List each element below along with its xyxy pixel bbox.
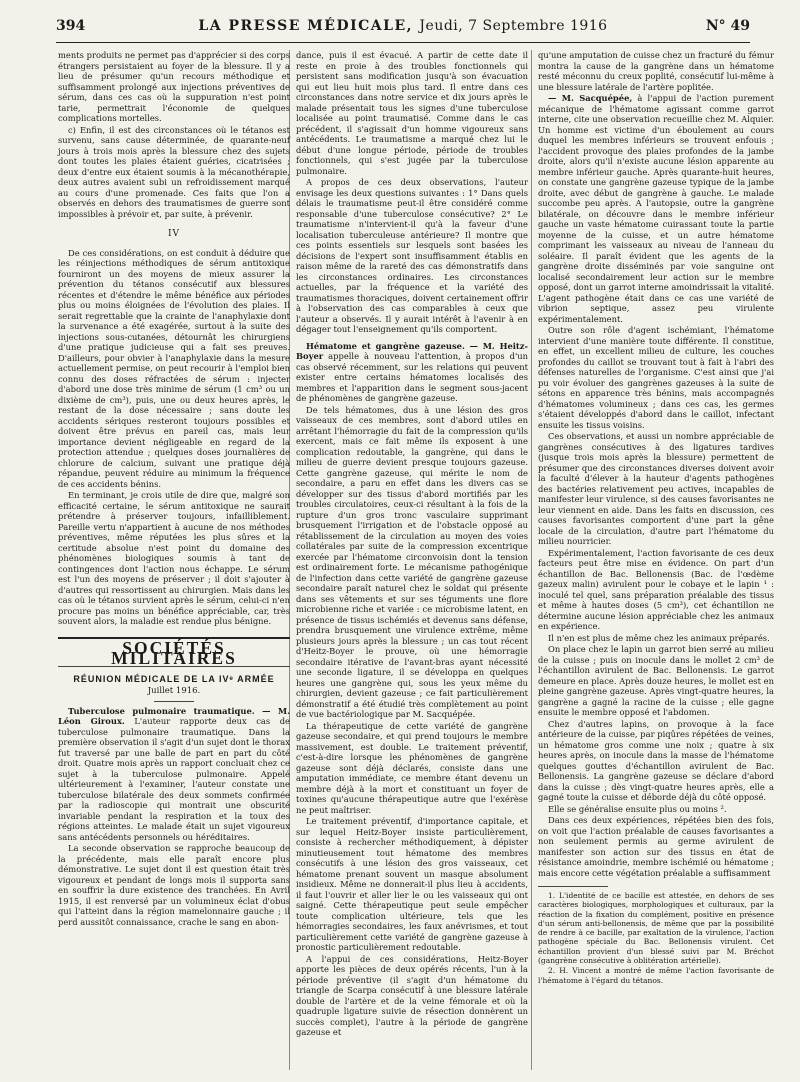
paragraph: ments produits ne permet pas d'apprécier si des corps étrangers persistaient au foyer de la blessure. Il y a lieu de présumer qu'un recours méthodique et suffisamment prolongé aux injections préventives de sérum, dans ces cas où la suppuration n'est point tarie, permettrait l'économie de quelques complications mortelles. <box>58 50 290 123</box>
meeting-heading: RÉUNION MÉDICALE DE LA IVᵉ ARMÉE <box>73 673 275 684</box>
paragraph: De tels hématomes, dus à une lésion des gros vaisseaux de ces membres, sont d'abord utiles en arrêtant l'hémorragie du fait de la compression qu'ils exercent, mais ce fait même ils exposent à une complication redoutable, la gangrène, qui dans le milieu de guerre devient presque toujours gazeuse. Cette gangrène gazeuse, qui mérite le nom de secondaire, a paru en effet dans les divers cas se développer sur des tissus d'abord mortifiés par les troubles circulatoires, ceux-ci résultant à la fois de la rupture d'un gros tronc vasculaire supprimant brusquement l'irrigation et de l'obstacle opposé au rétablissement de la circulation au moyen des voies collatérales par suite de la compression excentrique exercée par l'hématome circonvoisin dont la tension est ordinairement forte. Le mécanisme pathogénique de l'infection dans cette variété de gangrène gazeuse secondaire paraît naturel chez le soldat qui présente dans ses vêtements et sur ses téguments une flore microbienne riche et variée : ce microbisme latent, en présence de tissus ischémiés et devenus sans défense, prendra brusquement une virulence extrême, même plusieurs jours après la blessure ; un cas tout récent d'Heitz-Boyer le prouve, où une hémorragie secondaire itérative de l'avant-bras ayant nécessité une seconde ligature, il se développa en quelques heures une gangrène qui, sous les yeux même du chirurgien, devient gazeuse ; ce fait particulièrement démonstratif a été étudié très complètement au point de vue bactériologique par M. Sacquépée. <box>296 404 528 719</box>
paragraph: Le traitement préventif, d'importance capitale, et sur lequel Heitz-Boyer insiste particulièrement, consiste à rechercher méthodiquement, à dépister minutieusement tout hématome des membres consécutifs à une lésion des gros vaisseaux, cet hématome prenant souvent un masque absolument insidieux. Même ne donnerait-il plus lieu à accidents, il faut l'ouvrir et aller lier le ou les vaisseaux qui ont saigné. Cette thérapeutique peut seule empêcher toute complication ultérieure, tels que les hémorragies secondaires, les faux anévrismes, et tout particulièrement cette variété de gangrène gazeuse à pronostic particulièrement redoutable. <box>296 816 528 952</box>
column-divider <box>531 50 532 1070</box>
article-heading: Tuberculose pulmonaire traumatique. — M. Léon Giroux. <box>58 705 290 726</box>
column-3 <box>538 50 774 986</box>
column-2 <box>296 50 528 1039</box>
issue-date: Jeudi, 7 Septembre 1916 <box>419 18 608 34</box>
paragraph: A l'appui de ces considérations, Heitz-Boyer apporte les pièces de deux opérés récents, l'un à la période préventive (il s'agit d'un hématome du triangle de Scarpa consécutif à une blessure latérale double de l'artère et de la veine fémorale et où la quadruple ligature suivie de résection donnèrent un succès complet), l'autre à la période de gangrène gazeuse et <box>296 953 528 1037</box>
paragraph: Elle se généralise ensuite plus ou moins ². <box>548 803 727 814</box>
section-title: SOCIÉTÉS MILITAIRES <box>58 637 290 667</box>
paragraph: qu'une amputation de cuisse chez un fracturé du fémur montra la cause de la gangrène dans un hématome resté méconnu du creux poplité, consécutif lui-même à une blessure latérale de l'artère poplitée. <box>538 50 774 92</box>
paragraph: dance, puis il est évacué. A partir de cette date il reste en proie à des troubles fonctionnels qui persistent sans modification jusqu'à son évacuation qui eut lieu huit mois plus tard. Il entre dans ces circonstances dans notre service et dix jours après le malade présentait tous les signes d'une tuberculose localisée au point traumatisé. Comme dans le cas précédent, il s'agissait d'un homme vigoureux sans antécédents. Le traumatisme a marqué chez lui le début d'une longue période, période de troubles fonctionnels, qui s'est jugée par la tuberculose pulmonaire. <box>296 50 528 176</box>
divider <box>154 701 194 702</box>
paragraph <box>58 706 290 843</box>
paragraph: La seconde observation se rapproche beaucoup de la précédente, mais elle paraît encore plus démonstrative. Le sujet dont il est question était très vigoureux et pendant de longs mois il supporta sans en souffrir la dure existence des tranchées. En Avril 1915, il est renversé par un volumineux éclat d'obus qui l'atteint dans la région mamelonnaire gauche ; il perd aussitôt connaissance, crache le sang en abon- <box>58 843 290 927</box>
paragraph: Expérimentalement, l'action favorisante de ces deux facteurs peut être mise en évidence. On part d'un échantillon de Bac. Bellonensis (Bac. de l'œdème gazeux malin) avirulent pour le cobaye et le lapin ¹ : inoculé tel quel, sans préparation préalable des tissus et même à hautes doses (5 cm³), cet échantillon ne détermine aucune lésion appréciable chez les animaux en expérience. <box>538 547 774 631</box>
section-number: IV <box>167 229 181 239</box>
article-heading: — M. Sacquépée, <box>548 93 633 103</box>
column-1 <box>58 50 290 928</box>
paragraph: Ces observations, et aussi un nombre appréciable de gangrènes consécutives à des ligatures tardives (jusque trois mois après la blessure) permettent de présumer que des circonstances diverses doivent avoir la faculté d'élever à la hauteur d'agents pathogènes des bactéries relativement peu actives, incapables de manifester leur virulence, si des causes favorisantes ne leur viennent en aide. Dans les faits en discussion, ces causes favorisantes comportent d'une part la gêne locale de la circulation, d'autre part l'hématome du milieu nourricier. <box>538 431 774 546</box>
footnote: 2. H. Vincent a montré de même l'action favorisante de l'hématome à l'égard du tétanos. <box>538 966 774 985</box>
paragraph: Dans ces deux expériences, répétées bien des fois, on voit que l'action préalable de causes favorisantes a non seulement permis au germe avirulent de manifester son action sur des tissus en état de résistance amoindrie, membre ischémié ou hématome ; mais encore cette végétation préalable a suffisamment <box>538 815 774 878</box>
page-number: 394 <box>56 18 86 34</box>
page-header <box>56 14 750 44</box>
meeting-date: Juillet 1916. <box>147 686 201 696</box>
article-text: appelle à nouveau l'attention, à propos d'un cas observé récemment, sur les relations qui peuvent exister entre certains hématomes localisés des membres et l'apparition dans le segment sous-jacent de phénomènes de gangrène gazeuse. <box>296 351 528 403</box>
article-heading: Hématome et gangrène gazeuse. — M. Heitz-Boyer <box>296 340 528 361</box>
paragraph: A propos de ces deux observations, l'auteur envisage les deux questions suivantes : 1° Dans quels délais le traumatisme peut-il être considéré comme responsable d'une tuberculose consécutive? 2° Le traumatisme n'intervient-il qu'à la faveur d'une localisation tuberculeuse antérieure? Il montre que ces points essentiels sur lesquels sont basées les décisions de l'expert sont insuffisamment établis en raison même de la rareté des cas démonstratifs dans les circonstances ordinaires. Les circonstances actuelles, par la fréquence et la variété des traumatismes thoraciques, doivent certainement offrir à l'observation des cas comparables à ceux que l'auteur a observés. Il y aurait intérêt à l'avenir à en dégager tout l'enseignement qu'ils comportent. <box>296 177 528 334</box>
paragraph <box>296 341 528 404</box>
paragraph <box>538 93 774 324</box>
footnote-rule <box>538 886 608 887</box>
journal-masthead <box>56 18 750 34</box>
article-text: L'auteur rapporte deux cas de tuberculose pulmonaire traumatique. Dans la première observation il s'agit d'un sujet dont le thorax fut traversé par une balle de part en part du côté droit. Quatre mois après un rapport concluait chez ce sujet à la tuberculose pulmonaire. Appelé ultérieurement à l'examiner, l'auteur constate une tuberculose bilatérale des deux sommets confirmée par la radioscopie qui montrait une obscurité invariable pendant la respiration et la toux des régions atteintes. Le malade était un sujet vigoureux sans antécédents personnels ou héréditaires. <box>58 716 290 842</box>
paragraph: Il n'en est plus de même chez les animaux préparés. <box>548 632 770 643</box>
paragraph: Chez d'autres lapins, on provoque à la face antérieure de la cuisse, par piqûres répétées de veines, un hématome gros comme une noix ; quatre à six heures après, on inocule dans la masse de l'hématome quelques gouttes d'échantillon avirulent de Bac. Bellonensis. La gangrène gazeuse se déclare d'abord dans la cuisse ; dès vingt-quatre heures après, elle a gagné toute la cuisse et déborde déjà du côté opposé. <box>538 718 774 802</box>
paragraph: Outre son rôle d'agent ischémiant, l'hématome intervient d'une manière toute différente. Il constitue, en effet, un excellent milieu de culture, les couches profondes du caillot se trouvant tout à fait à l'abri des défenses naturelles de l'organisme. C'est ainsi que j'ai pu voir évoluer des gangrènes gazeuses à la suite de sétons en apparence très bénins, mais accompagnés d'hématomes volumineux ; dans ces cas, les germes s'étaient développés d'abord dans le caillot, infectant ensuite les tissus voisins. <box>538 325 774 430</box>
footnote: 1. L'identité de ce bacille est attestée, en dehors de ses caractères biologiques, morphologiques et culturaux, par la réaction de la fixation du complément, positive en présence d'un sérum anti-bellonensis, de même que par la possibilité de rendre à ce bacille, par exaltation de la virulence, l'action pathogène spéciale du Bac. Bellonensis virulent. Cet échantillon provient d'un blessé suivi par M. Bréchot (gangrène consécutive à oblitération artérielle). <box>538 891 774 966</box>
journal-title: LA PRESSE MÉDICALE, <box>198 18 414 34</box>
paragraph: La thérapeutique de cette variété de gangrène gazeuse secondaire, et qui prend toujours le membre massivement, est double. Le traitement préventif, c'est-à-dire lorsque les phénomènes de gangrène gazeuse sont déjà déclarés, consiste dans une amputation immédiate, ce membre étant devenu un membre déjà à la mort et constituant un foyer de toxines qu'aucune thérapeutique autre que l'exérèse ne peut maîtriser. <box>296 720 528 815</box>
paragraph: De ces considérations, on est conduit à déduire que les réinjections méthodiques de sérum antitoxique fourniront un des moyens de mieux assurer la prévention du tétanos consécutif aux blessures récentes et d'étendre le même bénéfice aux périodes plus ou moins éloignées de l'évolution des plaies. Il serait regrettable que la crainte de l'anaphylaxie dont la survenance a été exagérée, surtout à la suite des injections sous-cutanées, détournât les chirurgiens d'une pratique judicieuse qui a fait ses preuves. D'ailleurs, pour obvier à l'anaphylaxie dans la mesure actuellement permise, on peut recourir à l'emploi bien connu des doses réfractées de sérum : injecter d'abord une dose très minime de sérum (1 cm³ ou un dixième de cm³), puis, une ou deux heures après, le restant de la dose nécessaire ; sans doute les accidents sériques resteront toujours possibles et doivent être prévus en pareil cas, mais leur importance devient négligeable en regard de la protection attendue ; quelques doses journalières de chlorure de calcium, suivant une pratique déjà répandue, peuvent réduire au minimum la fréquence de ces accidents bénins. <box>58 247 290 489</box>
issue-number: N° 49 <box>705 18 750 34</box>
paragraph: c) Enfin, il est des circonstances où le tétanos est survenu, sans cause déterminée, de quarante-neuf jours à trois mois après la blessure chez des sujets dont toutes les plaies étaient guéries, cicatrisées ; deux d'entre eux étaient soumis à la mécanothérapie, deux autres avaient subi un refroidissement marqué au cours d'une promenade. Ces faits que l'on a observés en dehors des traumatismes de guerre sont impossibles à prévoir et, par suite, à prévenir. <box>58 124 290 219</box>
header-rule <box>56 42 750 43</box>
paragraph: On place chez le lapin un garrot bien serré au milieu de la cuisse ; puis on inocule dans le mollet 2 cm³ de l'échantillon avirulent de Bac. Bellonensis. Le garrot demeure en place. Après douze heures, le mollet est en pleine gangrène gazeuse. Après vingt-quatre heures, la gangrène a gagné la racine de la cuisse ; elle gagne ensuite le membre opposé et l'abdomen. <box>538 644 774 717</box>
paragraph: En terminant, je crois utile de dire que, malgré son efficacité certaine, le sérum antitoxique ne saurait prétendre à préserver toujours, infailliblement. Pareille vertu n'appartient à aucune de nos méthodes préventives, même réputées les plus sûres et la certitude absolue n'est point du domaine des phénomènes biologiques soumis à tant de contingences dont l'action nous échappe. Le sérum est l'un des moyens de préserver ; il doit s'ajouter à d'autres qui ressortissent au chirurgien. Mais dans les cas où le tétanos survient après le sérum, celui-ci n'en procure pas moins un bénéfice appréciable, car, très souvent alors, la maladie est rendue plus bénigne. <box>58 490 290 626</box>
article-text: à l'appui de l'action purement mécanique de l'hématome agissant comme garrot interne, cite une observation recueillie chez M. Alquier. Un homme est victime d'un éboulement au cours duquel les membres inférieurs se trouvent enfouis ; l'accident provoque des plaies profondes de la jambe droite, alors qu'il n'existe aucune lésion apparente au membre inférieur gauche. Après quarante-huit heures, on constate une gangrène gazeuse typique de la jambe droite, avec début de gangrène à gauche. Le malade succombe peu après. A l'autopsie, outre la gangrène bilatérale, on découvre dans le membre inférieur gauche un vaste hématome cuirassant toute la partie moyenne de la cuisse, et un autre hématome comprimant les vaisseaux au niveau de l'anneau du soléaire. Il paraît évident que les agents de la gangrène droite disséminés par voie sanguine ont localisé secondairement leur action sur le membre opposé, dont un garrot interne amoindrissait la vitalité. L'agent pathogène était dans ce cas une variété de vibrion septique, assez peu virulente expérimentalement. <box>538 93 774 324</box>
